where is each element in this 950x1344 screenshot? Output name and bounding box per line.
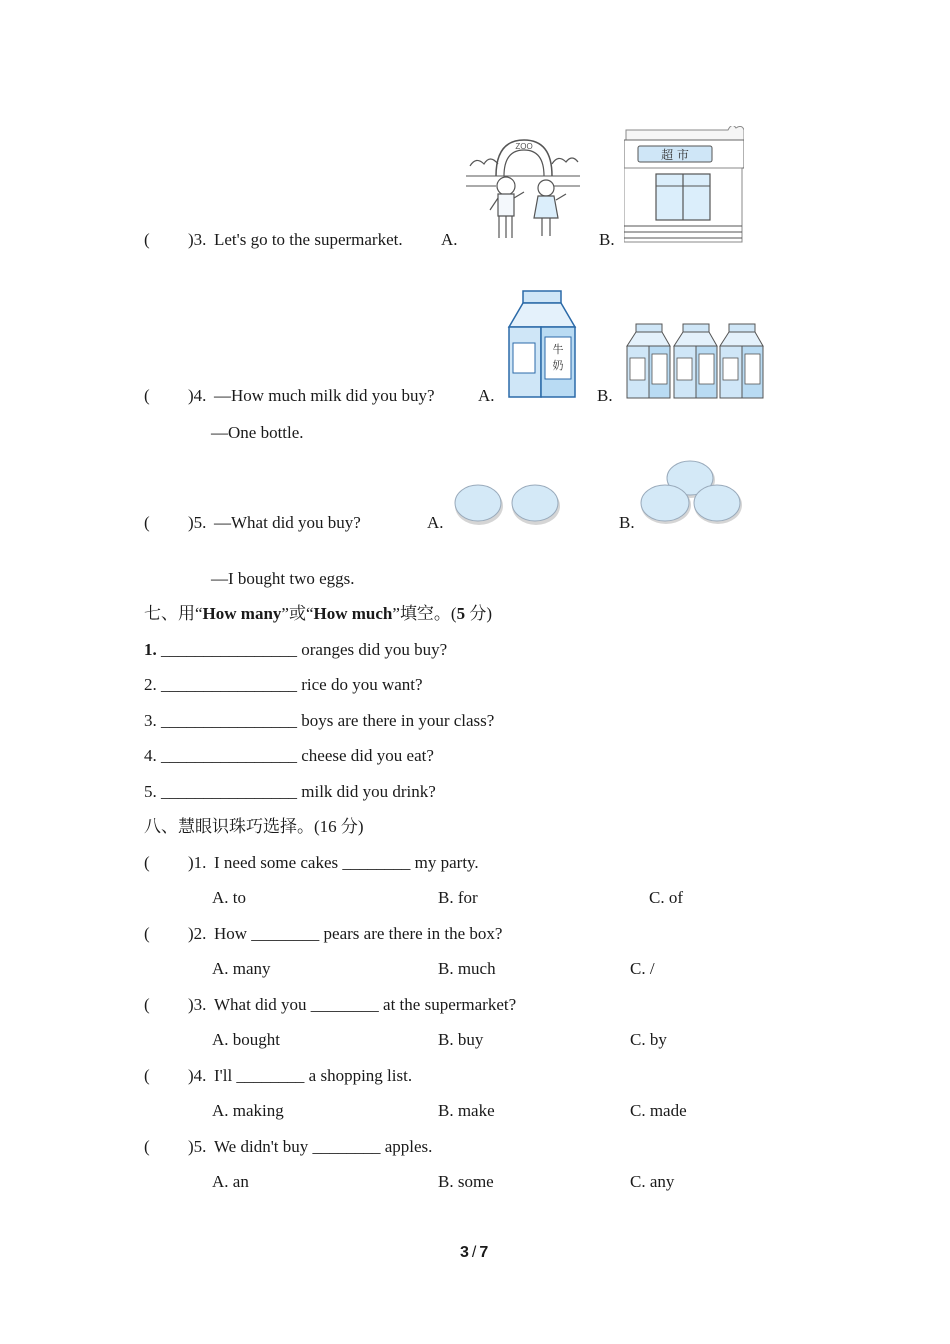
zoo-gate-kids-image: [466, 136, 582, 246]
option-c[interactable]: C. /: [630, 959, 655, 978]
answer-blank[interactable]: ________________: [161, 746, 297, 765]
current-page: 3: [460, 1244, 469, 1261]
item-text: milk did you drink?: [301, 782, 436, 801]
section-8-heading: 八、慧眼识珠巧选择。(16 分): [144, 817, 364, 836]
open-quote: “: [305, 604, 314, 623]
answer-paren[interactable]: (: [144, 995, 150, 1014]
question-text: What did you ________ at the supermarket?: [214, 995, 517, 1014]
item-number: 4.: [144, 746, 157, 765]
question-text: How ________ pears are there in the box?: [214, 924, 503, 943]
option-a-label: A.: [441, 230, 458, 249]
option-c[interactable]: C. of: [649, 888, 683, 907]
option-a[interactable]: A. an: [212, 1172, 249, 1191]
question-number: )5.: [188, 1137, 207, 1156]
option-b[interactable]: B. for: [438, 888, 478, 907]
option-b-label: B.: [597, 386, 613, 405]
zoo-sign-text: ZOO: [515, 142, 533, 151]
item-text: oranges did you buy?: [301, 640, 448, 659]
answer-paren[interactable]: (: [144, 1137, 150, 1156]
option-a-label: A.: [427, 513, 444, 532]
supermarket-sign-text: 超 市: [661, 148, 689, 162]
two-eggs-image: [452, 482, 562, 528]
supermarket-image: [624, 126, 744, 244]
option-b-label: B.: [599, 230, 615, 249]
item-number: 5.: [144, 782, 157, 801]
item-text: cheese did you eat?: [301, 746, 434, 765]
question-number: )4.: [188, 386, 207, 405]
answer-blank[interactable]: ________________: [161, 711, 297, 730]
three-eggs-image: [638, 460, 744, 526]
option-c[interactable]: C. made: [630, 1101, 687, 1120]
dialogue-answer: —One bottle.: [211, 423, 304, 442]
carton-label-bottom: 奶: [552, 359, 564, 372]
one-milk-carton-image: [505, 289, 579, 401]
total-pages: 7: [479, 1244, 489, 1261]
question-text: —What did you buy?: [214, 513, 361, 532]
option-b[interactable]: B. some: [438, 1172, 494, 1191]
question-text: Let's go to the supermarket.: [214, 230, 403, 249]
question-number: )3.: [188, 230, 207, 249]
page-number: [460, 1245, 488, 1261]
fill-item: [144, 641, 447, 658]
fill-item: [144, 747, 434, 764]
score-unit: 分): [465, 604, 493, 623]
page-separator: /: [471, 1244, 477, 1261]
answer-paren[interactable]: (: [144, 386, 150, 405]
answer-blank[interactable]: ________________: [161, 640, 297, 659]
item-text: rice do you want?: [301, 675, 423, 694]
phrase-how-many: How many: [202, 604, 282, 623]
option-c[interactable]: C. any: [630, 1172, 675, 1191]
question-number: )5.: [188, 513, 207, 532]
item-text: boys are there in your class?: [301, 711, 495, 730]
answer-blank[interactable]: ________________: [161, 782, 297, 801]
question-number: )3.: [188, 995, 207, 1014]
item-number: 2.: [144, 675, 157, 694]
close-quote: ”: [392, 604, 400, 623]
heading-or: 或: [288, 604, 306, 623]
fill-item: [144, 783, 436, 800]
question-number: )4.: [188, 1066, 207, 1085]
phrase-how-much: How much: [313, 604, 393, 623]
question-number: )2.: [188, 924, 207, 943]
answer-paren[interactable]: (: [144, 853, 150, 872]
item-number: 3.: [144, 711, 157, 730]
open-quote: “: [195, 604, 203, 623]
carton-label-top: 牛: [552, 343, 564, 356]
option-b[interactable]: B. make: [438, 1101, 495, 1120]
answer-paren[interactable]: (: [144, 1066, 150, 1085]
three-milk-cartons-image: [624, 322, 766, 402]
close-quote: ”: [281, 604, 289, 623]
answer-blank[interactable]: ________________: [161, 675, 297, 694]
option-b-label: B.: [619, 513, 635, 532]
option-c[interactable]: C. by: [630, 1030, 667, 1049]
question-text: I need some cakes ________ my party.: [214, 853, 479, 872]
item-number: 1.: [144, 640, 157, 659]
option-a-label: A.: [478, 386, 495, 405]
fill-item: [144, 712, 494, 729]
section-7-heading: [144, 605, 492, 622]
question-number: )1.: [188, 853, 207, 872]
answer-paren[interactable]: (: [144, 513, 150, 532]
fill-item: [144, 676, 423, 693]
answer-paren[interactable]: (: [144, 230, 150, 249]
heading-prefix: 七、用: [144, 604, 195, 623]
heading-instruction: 填空。(: [399, 604, 457, 623]
option-b[interactable]: B. much: [438, 959, 496, 978]
score-value: 5: [456, 604, 466, 623]
dialogue-answer: —I bought two eggs.: [211, 569, 355, 588]
question-text: We didn't buy ________ apples.: [214, 1137, 433, 1156]
option-a[interactable]: A. making: [212, 1101, 284, 1120]
question-text: —How much milk did you buy?: [214, 386, 435, 405]
option-a[interactable]: A. to: [212, 888, 246, 907]
option-b[interactable]: B. buy: [438, 1030, 484, 1049]
option-a[interactable]: A. many: [212, 959, 271, 978]
answer-paren[interactable]: (: [144, 924, 150, 943]
option-a[interactable]: A. bought: [212, 1030, 280, 1049]
question-text: I'll ________ a shopping list.: [214, 1066, 413, 1085]
